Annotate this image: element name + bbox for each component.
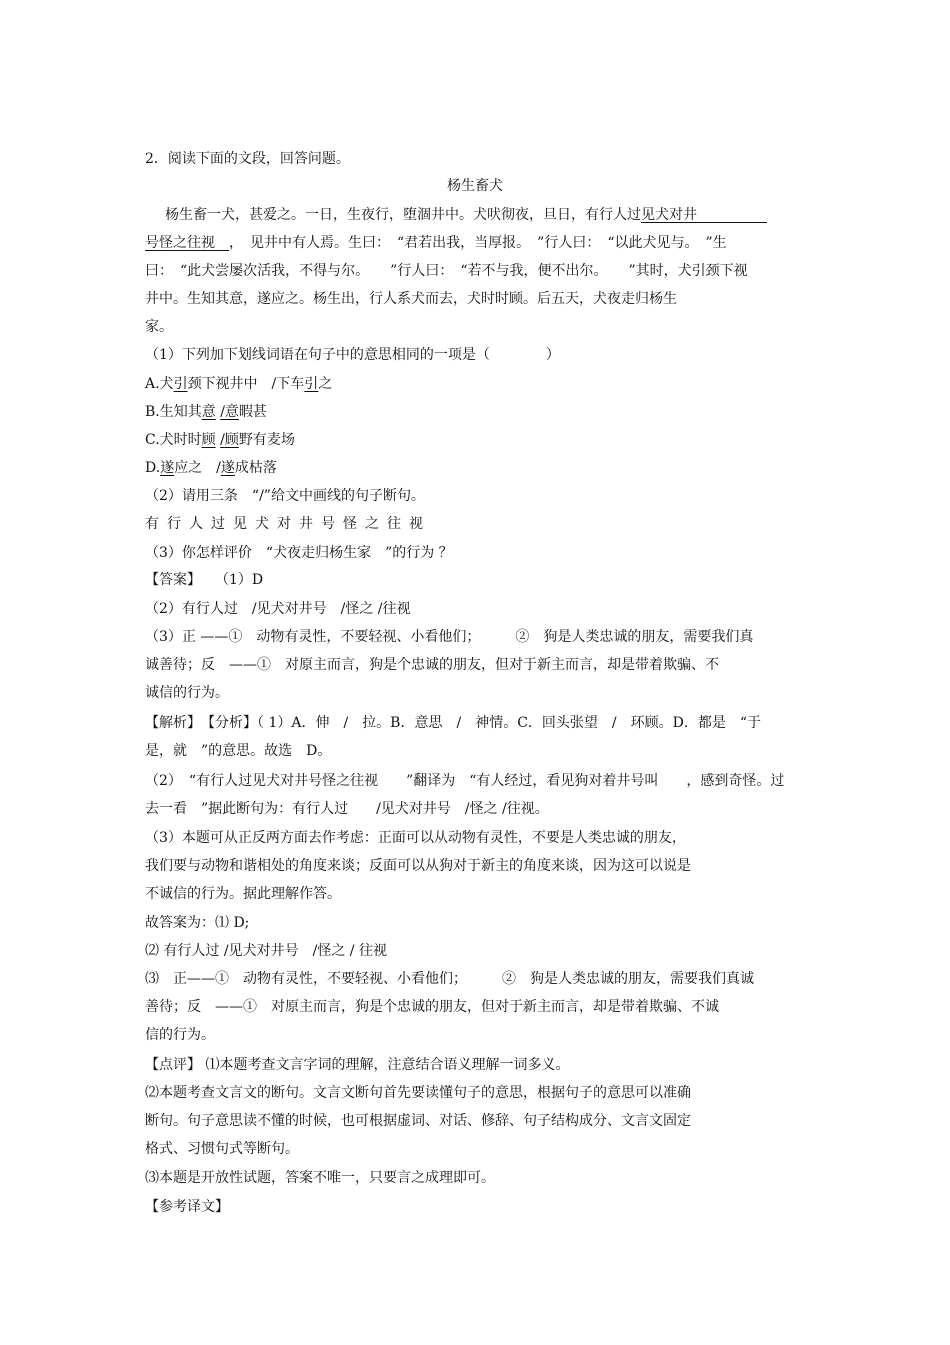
option-slash: / [220, 404, 225, 420]
answer-line-1 [145, 571, 263, 589]
comment-line-1: 【点评】 ⑴本题考查文言字词的理解，注意结合语义理解一词多义。 [145, 1057, 570, 1073]
passage-line-1 [165, 206, 767, 224]
answer-label: 【答案】 [145, 572, 201, 588]
option-d [145, 459, 277, 477]
underline-gap [697, 207, 767, 223]
passage-line-5: 家。 [145, 319, 173, 335]
option-a [145, 375, 332, 393]
sentence-char: 有 [145, 516, 159, 532]
option-b [145, 403, 267, 421]
analysis-line-2: 是，就 ”的意思。故选 D。 [145, 743, 332, 759]
option-underline: 引 [173, 376, 188, 392]
underlined-phrase: 见犬对井 [641, 207, 697, 223]
answer-3-line-2: 诚善待；反 ——① 对原主而言，狗是个忠诚的朋友，但对于新主而言，却是带着欺骗、不 [145, 657, 719, 673]
underlined-phrase: 号怪之往视 [145, 235, 215, 251]
passage-line-2 [145, 234, 727, 252]
final-answer-2: ⑵ 有行人过 /见犬对井号 /怪之 / 往视 [145, 943, 387, 959]
analysis-3-line-3: 不诚信的行为。据此理解作答。 [145, 886, 341, 902]
question-1: （1）下列加下划线词语在句子中的意思相同的一项是（ ） [145, 347, 560, 363]
sentence-char: 怪 [343, 516, 357, 532]
option-c [145, 431, 295, 449]
sentence-char: 对 [277, 516, 291, 532]
option-text: B.生知其 [145, 404, 202, 420]
option-text: C.犬时时 [145, 432, 202, 448]
final-answer-3-line-3: 信的行为。 [145, 1027, 215, 1043]
answer-2: （2）有行人过 /见犬对井号 /怪之 /往视 [145, 601, 411, 617]
sentence-char: 过 [211, 516, 225, 532]
option-text: 暇甚 [238, 404, 267, 420]
option-text: 应之 / [174, 460, 221, 476]
option-text: A.犬 [145, 376, 174, 392]
option-underline: 顾 [201, 432, 216, 448]
sentence-char: 人 [189, 516, 203, 532]
analysis-3-line-2: 我们要与动物和谐相处的角度来谈；反面可以从狗对于新主的角度来谈，因为这可以说是 [145, 858, 691, 874]
underline-gap [215, 235, 229, 251]
sentence-char: 往 [387, 516, 401, 532]
final-answer-3-line-1: ⑶ 正——① 动物有灵性，不要轻视、小看他们； ② 狗是人类忠诚的朋友，需要我们真诚 [145, 971, 754, 987]
option-underline: 引 [304, 376, 319, 392]
option-underline: 遂 [220, 460, 235, 476]
final-answer-1: 故答案为：⑴ D; [145, 915, 250, 931]
analysis-3-line-1: （3）本题可从正反两方面去作考虑：正面可以从动物有灵性，不要是人类忠诚的朋友， [145, 830, 686, 846]
question-heading: 2．阅读下面的文段，回答问题。 [145, 151, 350, 167]
sentence-char: 井 [299, 516, 313, 532]
sentence-char: 号 [321, 516, 335, 532]
option-text: D. [145, 460, 161, 476]
option-underline: 意 [201, 404, 216, 420]
final-answer-3-line-2: 善待；反 ——① 对原主而言，狗是个忠诚的朋友，但对于新主而言，却是带着欺骗、不诚 [145, 999, 719, 1015]
comment-line-5: ⑶本题是开放性试题，答案不唯一，只要言之成理即可。 [145, 1170, 495, 1186]
analysis-line-1: 【解析】 【分析】（ 1）A．伸 / 拉。B．意思 / 神情。C．回头张望 / 环顾。D．都是 “于 [145, 715, 761, 731]
passage-text: 杨生畜一犬，甚爱之。一日，生夜行，堕涸井中。犬吠彻夜，旦日，有行人过 [165, 207, 641, 223]
option-text: 野有麦场 [238, 432, 295, 448]
analysis-2-line-2: 去一看 ”据此断句为：有行人过 /见犬对井号 /怪之 /往视。 [145, 801, 549, 817]
sentence-char: 视 [409, 516, 423, 532]
passage-title: 杨生畜犬 [447, 178, 503, 194]
option-slash: / [220, 432, 225, 448]
sentence-char: 行 [167, 516, 181, 532]
sentence-char: 见 [233, 516, 247, 532]
passage-line-3: 曰： “此犬尝屡次活我，不得与尔。 ”行人曰： “若不与我，便不出尔。 ”其时，犬引颈下视 [145, 263, 748, 279]
analysis-2-line-1: （2） “有行人过见犬对井号怪之往视 ”翻译为 “有人经过，看见狗对着井号叫 ，感到奇怪。过 [145, 773, 785, 789]
option-text: 之 [318, 376, 333, 392]
answer-3-line-1: （3）正 ——① 动物有灵性，不要轻视、小看他们； ② 狗是人类忠诚的朋友，需要我们真 [145, 629, 754, 645]
passage-text: ， 见井中有人焉。生曰： “君若出我，当厚报。 ”行人曰： “以此犬见与。 ”生 [229, 235, 727, 251]
option-underline: 遂 [160, 460, 175, 476]
comment-line-3: 断句。句子意思读不懂的时候，也可根据虚词、对话、修辞、句子结构成分、文言文固定 [145, 1113, 691, 1129]
question-2-sentence [145, 515, 431, 533]
comment-line-2: ⑵本题考查文言文的断句。文言文断句首先要读懂句子的意思，根据句子的意思可以准确 [145, 1085, 691, 1101]
answer-1: （1）D [215, 572, 264, 588]
sentence-char: 犬 [255, 516, 269, 532]
passage-line-4: 井中。生知其意，遂应之。杨生出，行人系犬而去，犬时时顾。后五天，犬夜走归杨生 [145, 291, 677, 307]
option-underline: 意 [224, 404, 239, 420]
translation-label: 【参考译文】 [145, 1199, 229, 1215]
sentence-char: 之 [365, 516, 379, 532]
question-2: （2）请用三条 “/”给文中画线的句子断句。 [145, 488, 425, 504]
option-text: 成枯落 [234, 460, 277, 476]
option-text: 颈下视井中 /下车 [187, 376, 305, 392]
answer-3-line-3: 诚信的行为。 [145, 685, 229, 701]
comment-line-4: 格式、习惯句式等断句。 [145, 1141, 299, 1157]
option-underline: 顾 [224, 432, 239, 448]
question-3: （3）你怎样评价 “犬夜走归杨生家 ”的行为 ？ [145, 545, 453, 561]
